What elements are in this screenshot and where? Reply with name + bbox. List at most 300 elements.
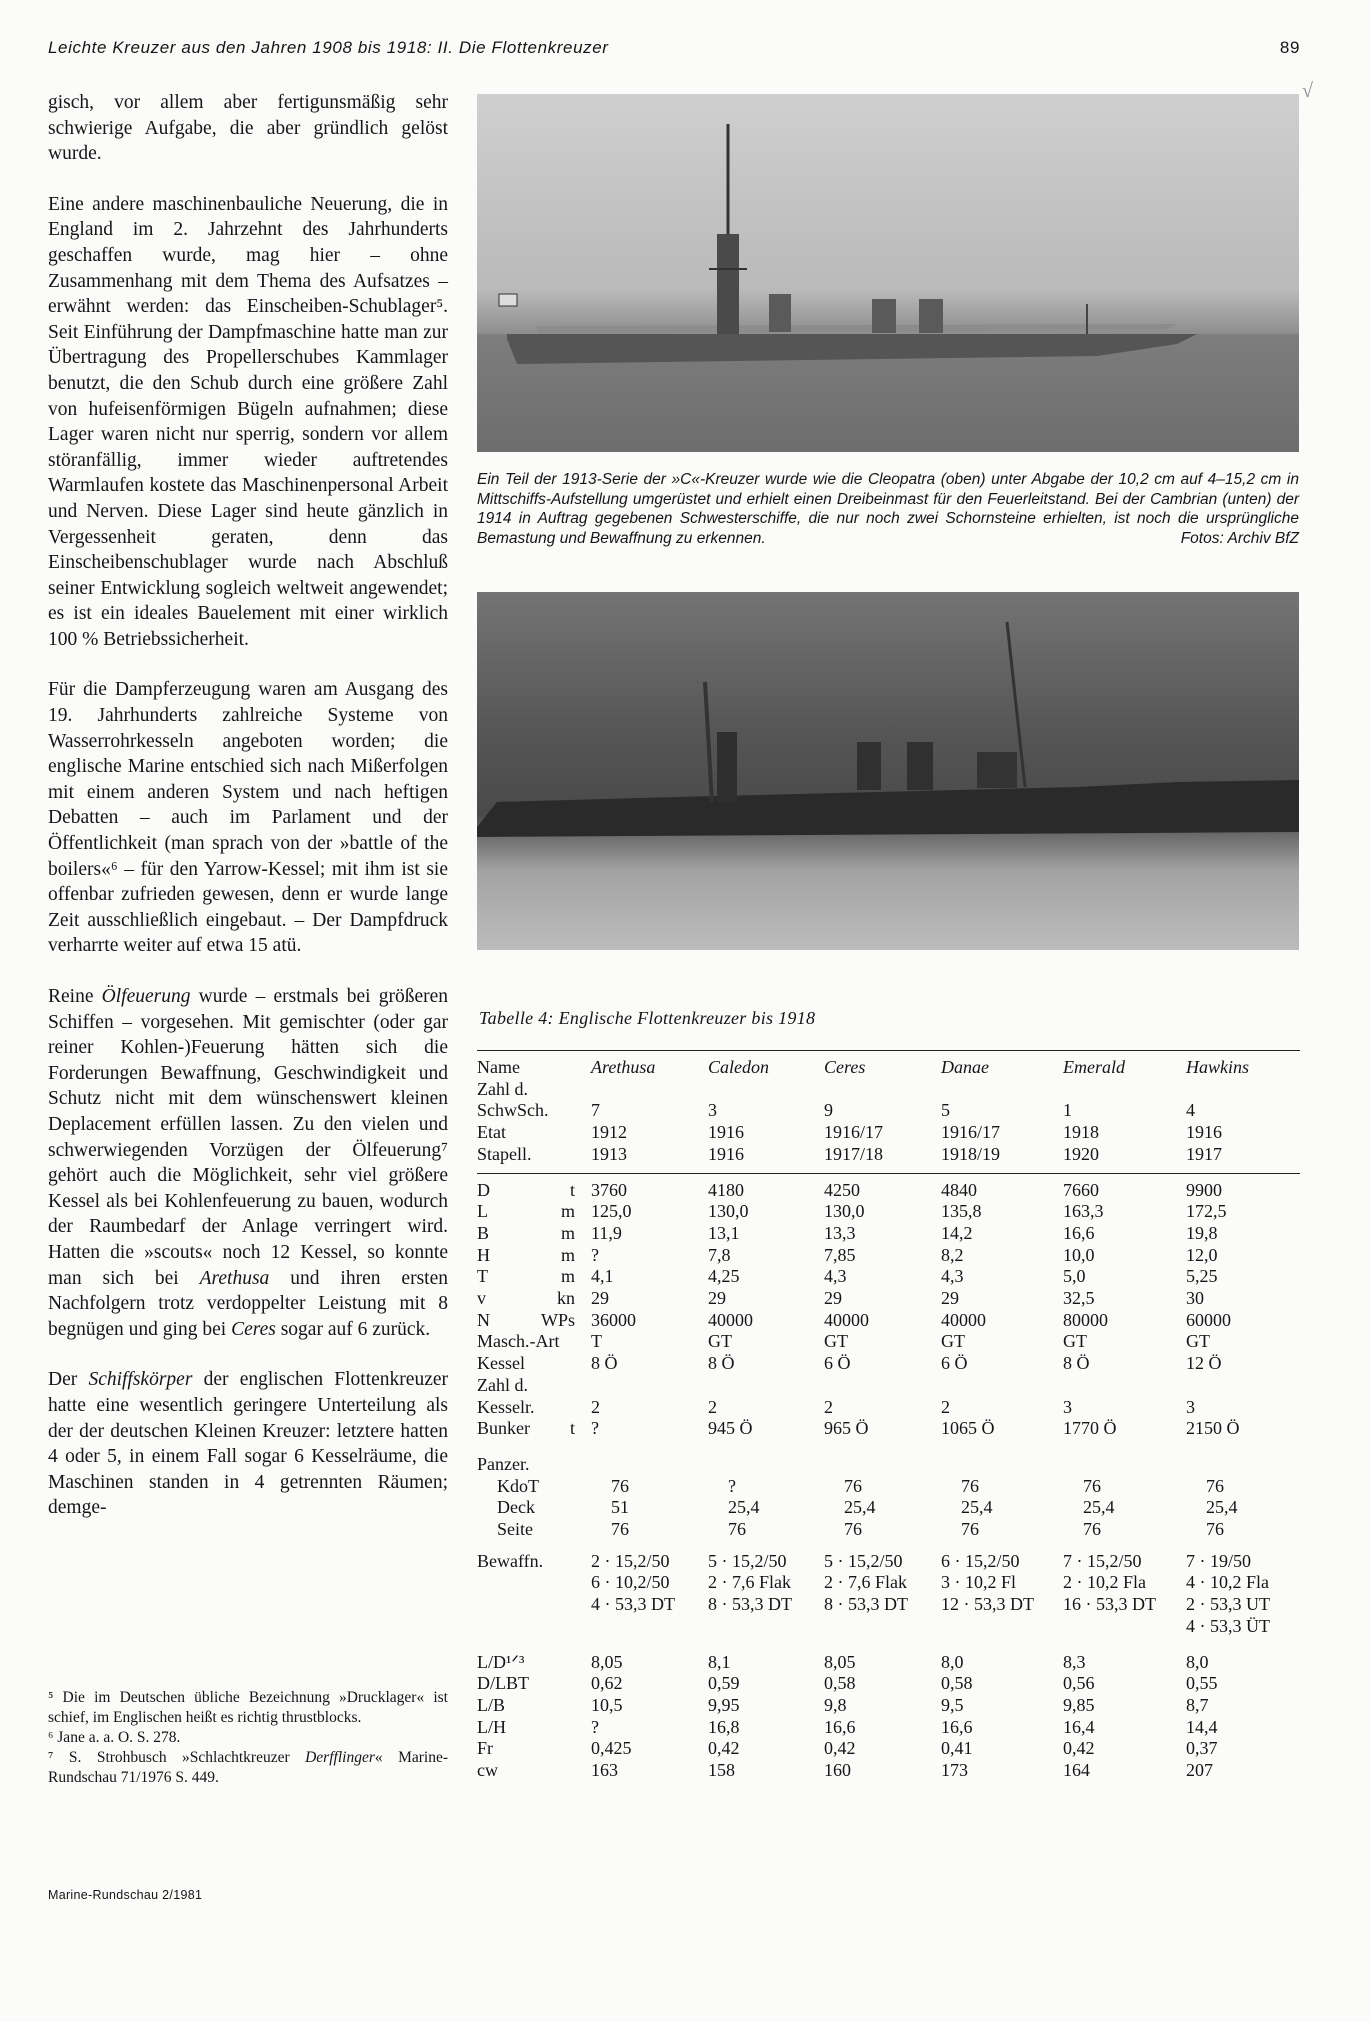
table-cell: 16,6 bbox=[1063, 1222, 1095, 1243]
table-cell bbox=[591, 1079, 708, 1101]
table-cell: 7,8 bbox=[708, 1244, 731, 1265]
table-row bbox=[477, 1572, 1300, 1594]
row-label: Bewaffn. bbox=[477, 1550, 544, 1571]
table-cell: 16,4 bbox=[1063, 1716, 1095, 1737]
table-cell: 2 bbox=[824, 1396, 833, 1417]
table-cell: 29 bbox=[824, 1288, 842, 1309]
table-cell: ? bbox=[591, 1716, 599, 1737]
table-cell: 3 bbox=[1186, 1396, 1195, 1417]
table-cell: 76 bbox=[728, 1519, 746, 1540]
table-cell: 125,0 bbox=[591, 1201, 632, 1222]
table-cell: 5 · 15,2/50 bbox=[708, 1550, 787, 1571]
table-cell: 76 bbox=[1083, 1475, 1101, 1496]
table-cell: 5,25 bbox=[1186, 1266, 1218, 1287]
table-cell: 1913 bbox=[591, 1143, 627, 1164]
table-row bbox=[477, 1122, 1300, 1144]
table-cell: 8,05 bbox=[824, 1651, 856, 1672]
row-label: Kessel bbox=[477, 1353, 525, 1374]
table-block-armor bbox=[477, 1454, 1300, 1541]
table-cell: 76 bbox=[1206, 1475, 1224, 1496]
column-header: Hawkins bbox=[1186, 1057, 1249, 1077]
row-label: D/LBT bbox=[477, 1673, 529, 1694]
margin-check-mark: √ bbox=[1302, 80, 1313, 102]
table-cell: 7 bbox=[591, 1100, 600, 1121]
row-label: Etat bbox=[477, 1122, 506, 1143]
table-cell bbox=[941, 1454, 1063, 1476]
text-run: Der bbox=[48, 1369, 89, 1391]
table-cell: 135,8 bbox=[941, 1201, 982, 1222]
table-cell: GT bbox=[1063, 1331, 1087, 1352]
table-block-dates bbox=[477, 1079, 1300, 1166]
table-cell: 8,1 bbox=[708, 1651, 731, 1672]
header-label: Name bbox=[477, 1057, 520, 1077]
cruiser-data-table bbox=[477, 1050, 1300, 1782]
table-cell: GT bbox=[708, 1331, 732, 1352]
footnotes bbox=[48, 1688, 448, 1788]
table-cell: 4,1 bbox=[591, 1266, 614, 1287]
table-row bbox=[477, 1288, 1300, 1310]
table-cell: 1 bbox=[1063, 1100, 1072, 1121]
table-cell bbox=[824, 1616, 941, 1638]
table-cell bbox=[708, 1616, 824, 1638]
table-cell: 6 · 10,2/50 bbox=[591, 1572, 670, 1593]
table-cell: 965 Ö bbox=[824, 1418, 869, 1439]
table-cell: 8,05 bbox=[591, 1651, 623, 1672]
row-label: Zahl d. bbox=[477, 1374, 528, 1395]
table-cell: 14,2 bbox=[941, 1222, 973, 1243]
row-label: T m bbox=[477, 1266, 575, 1287]
table-cell: 25,4 bbox=[728, 1497, 760, 1518]
row-label: L/D¹ᐟ³ bbox=[477, 1651, 525, 1672]
text-run: « Marine-Rundschau 71/1976 S. 449. bbox=[48, 1749, 448, 1786]
paragraph: gisch, vor allem aber fertigunsmäßig sehr schwierige Aufgabe, die aber gründlich gelöst wurde. bbox=[48, 92, 448, 165]
table-cell: 76 bbox=[844, 1475, 862, 1496]
table-cell: 30 bbox=[1186, 1288, 1204, 1309]
row-unit: m bbox=[560, 1266, 575, 1287]
table-cell: T bbox=[591, 1331, 602, 1352]
table-cell: 76 bbox=[844, 1519, 862, 1540]
table-cell bbox=[708, 1079, 824, 1101]
row-label: L m bbox=[477, 1201, 575, 1222]
table-rule bbox=[477, 1173, 1300, 1174]
table-cell: 7 · 15,2/50 bbox=[1063, 1550, 1142, 1571]
table-cell bbox=[1063, 1375, 1186, 1397]
table-cell: 163,3 bbox=[1063, 1201, 1104, 1222]
table-cell: 0,37 bbox=[1186, 1738, 1218, 1759]
footnote-6: ⁶ Jane a. a. O. S. 278. bbox=[48, 1729, 181, 1746]
table-row bbox=[477, 1223, 1300, 1245]
footnote-5: ⁵ Die im Deutschen übliche Bezeichnung »Drucklager« ist schief, im Englischen heißt es richtig thrustblocks. bbox=[48, 1689, 448, 1726]
row-label: SchwSch. bbox=[477, 1100, 549, 1121]
table-cell: 0,62 bbox=[591, 1673, 623, 1694]
table-row bbox=[477, 1144, 1300, 1166]
table-cell: 25,4 bbox=[961, 1497, 993, 1518]
table-row bbox=[477, 1397, 1300, 1419]
table-cell: ? bbox=[728, 1475, 736, 1496]
table-row bbox=[477, 1418, 1300, 1440]
table-cell: 4,25 bbox=[708, 1266, 740, 1287]
table-cell: 2 · 7,6 Flak bbox=[824, 1572, 907, 1593]
column-header: Danae bbox=[941, 1057, 989, 1077]
row-label: v kn bbox=[477, 1288, 575, 1309]
text-run: Reine bbox=[48, 986, 102, 1007]
row-label: KdoT bbox=[497, 1475, 539, 1496]
table-cell: 207 bbox=[1186, 1760, 1213, 1781]
table-cell: 1920 bbox=[1063, 1143, 1099, 1164]
running-title: Leichte Kreuzer aus den Jahren 1908 bis 1918: II. Die Flottenkreuzer bbox=[48, 38, 609, 57]
table-cell: GT bbox=[1186, 1331, 1210, 1352]
column-header: Caledon bbox=[708, 1057, 769, 1077]
table-row bbox=[477, 1353, 1300, 1375]
table-row bbox=[477, 1476, 1300, 1498]
table-cell: 8,0 bbox=[1186, 1651, 1209, 1672]
table-cell bbox=[1186, 1375, 1296, 1397]
table-cell: 945 Ö bbox=[708, 1418, 753, 1439]
table-cell: 13,1 bbox=[708, 1222, 740, 1243]
table-cell: 16,6 bbox=[941, 1716, 973, 1737]
table-cell: 4840 bbox=[941, 1179, 977, 1200]
table-cell: 16,6 bbox=[824, 1716, 856, 1737]
table-cell: 164 bbox=[1063, 1760, 1090, 1781]
table-cell: 158 bbox=[708, 1760, 735, 1781]
ship-name: Arethusa bbox=[199, 1267, 270, 1289]
row-label: Zahl d. bbox=[477, 1078, 528, 1099]
table-cell: 2 · 10,2 Fla bbox=[1063, 1572, 1146, 1593]
table-header-row bbox=[477, 1057, 1300, 1079]
table-cell: 0,56 bbox=[1063, 1673, 1095, 1694]
table-cell: 0,58 bbox=[941, 1673, 973, 1694]
table-cell: 4 · 53,3 DT bbox=[591, 1594, 675, 1615]
table-cell: 7 · 19/50 bbox=[1186, 1550, 1251, 1571]
table-cell: 19,8 bbox=[1186, 1222, 1218, 1243]
table-row bbox=[477, 1652, 1300, 1674]
row-unit: t bbox=[569, 1179, 575, 1200]
row-label: Masch.-Art bbox=[477, 1331, 560, 1352]
table-cell: 9 bbox=[824, 1100, 833, 1121]
text-run: ⁷ S. Strohbusch »Schlachtkreuzer bbox=[48, 1749, 306, 1766]
table-cell: 76 bbox=[611, 1519, 629, 1540]
table-cell: 80000 bbox=[1063, 1309, 1108, 1330]
table-cell: 6 Ö bbox=[824, 1353, 851, 1374]
table-cell: 12 · 53,3 DT bbox=[941, 1594, 1034, 1615]
table-row bbox=[477, 1738, 1300, 1760]
table-cell bbox=[708, 1375, 824, 1397]
table-cell: 8 Ö bbox=[1063, 1353, 1090, 1374]
table-cell: 0,42 bbox=[1063, 1738, 1095, 1759]
row-label: Seite bbox=[497, 1519, 533, 1540]
caption-text: Ein Teil der 1913-Serie der »C«-Kreuzer wurde wie die Cleopatra (oben) unter Abgabe der 10,2 cm auf 4–15,2 cm in Mittschiffs-Aufstellung umgerüstet und erhielt einen Dreibeinmast für den Feuerleitstand. Bei der Cambrian (unten) der 1914 in Auftrag gegebenen Schwesterschiffe, die nur noch zwei Schornsteine erhielten, ist noch die ursprüngliche Bemastung und Bewaffnung zu erkennen. bbox=[477, 471, 1299, 547]
ship-silhouette-1 bbox=[477, 94, 1299, 452]
table-cell: 4 bbox=[1186, 1100, 1195, 1121]
table-cell: 51 bbox=[611, 1497, 629, 1518]
text-run: und ihren ersten Nachfolgern trotz verdoppelter Leistung mit 8 begnügen und ging bei bbox=[48, 1267, 448, 1340]
table-cell: 4250 bbox=[824, 1179, 860, 1200]
table-cell: 36000 bbox=[591, 1309, 636, 1330]
table-cell: 16,8 bbox=[708, 1716, 740, 1737]
table-cell: 9900 bbox=[1186, 1179, 1222, 1200]
table-cell: 76 bbox=[961, 1475, 979, 1496]
table-cell: 2 · 53,3 UT bbox=[1186, 1594, 1270, 1615]
footnote-7 bbox=[48, 1748, 448, 1788]
table-cell: 0,58 bbox=[824, 1673, 856, 1694]
table-cell: 40000 bbox=[824, 1309, 869, 1330]
table-row bbox=[477, 1594, 1300, 1616]
text-run: der englischen Flottenkreuzer hatte eine wesentlich geringere Unterteilung als der der deutschen Kleinen Kreuzer: letztere hatten 4 oder 5, in einem Fall sogar 6 Kesselräume, die Maschinen standen in 4 getrennten Räumen; demge- bbox=[48, 1369, 449, 1519]
table-cell: 29 bbox=[591, 1288, 609, 1309]
row-label: Bunker t bbox=[477, 1418, 575, 1439]
table-row bbox=[477, 1245, 1300, 1267]
row-label: Kesselr. bbox=[477, 1396, 535, 1417]
table-cell: 1916 bbox=[708, 1143, 744, 1164]
table-row bbox=[477, 1100, 1300, 1122]
table-cell: 9,85 bbox=[1063, 1694, 1095, 1715]
photo-cleopatra bbox=[477, 94, 1299, 452]
table-row bbox=[477, 1375, 1300, 1397]
spacer bbox=[477, 1638, 1300, 1652]
table-cell: 76 bbox=[1206, 1519, 1224, 1540]
table-cell: 8,2 bbox=[941, 1244, 964, 1265]
table-cell: 2 bbox=[591, 1396, 600, 1417]
table-cell bbox=[824, 1375, 941, 1397]
row-unit: kn bbox=[557, 1288, 575, 1309]
table-cell: 1065 Ö bbox=[941, 1418, 995, 1439]
emphasis: Schiffskörper bbox=[88, 1369, 193, 1391]
table-row bbox=[477, 1266, 1300, 1288]
table-cell: 1770 Ö bbox=[1063, 1418, 1117, 1439]
table-cell: 8 Ö bbox=[591, 1353, 618, 1374]
row-label: L/B bbox=[477, 1694, 506, 1715]
table-row bbox=[477, 1497, 1300, 1519]
table-cell: 2 bbox=[708, 1396, 717, 1417]
table-row bbox=[477, 1717, 1300, 1739]
table-cell: 8 · 53,3 DT bbox=[708, 1594, 792, 1615]
table-cell: 11,9 bbox=[591, 1222, 622, 1243]
table-cell bbox=[591, 1454, 708, 1476]
paragraph: Eine andere maschinenbauliche Neuerung, die in England im 2. Jahrzehnt des Jahrhunderts geschaffen wurde, mag hier – ohne Zusammenhang mit dem Thema des Aufsatzes – erwähnt werden: das Einscheiben-Schublager⁵. Seit Einführung der Dampfmaschine hatte man zur Übertragung des Propellerschubes Kammlager benutzt, die den Schub durch eine größere Zahl von hufeisenförmigen Bügeln aufnahmen; diese Lager waren nicht nur sperrig, sondern vor allem störanfällig, immer wieder auftretendes Warmlaufen kostete das Maschinenpersonal Arbeit und Nerven. Diese Lager sind heute gänzlich in Vergessenheit geraten, denn das Einscheibenschublager wurde nach Abschluß seiner Entwicklung sogleich weltweit angewendet; es ist ein ideales Bauelement mit einer wirklich 100 % Betriebssicherheit. bbox=[48, 193, 448, 650]
table-block-dimensions bbox=[477, 1180, 1300, 1440]
table-cell: 16 · 53,3 DT bbox=[1063, 1594, 1156, 1615]
table-row bbox=[477, 1331, 1300, 1353]
table-cell: ? bbox=[591, 1418, 599, 1439]
photo-cambrian bbox=[477, 592, 1299, 950]
paragraph bbox=[48, 984, 448, 1342]
table-cell: 9,5 bbox=[941, 1694, 964, 1715]
row-label: H m bbox=[477, 1244, 575, 1265]
table-cell: 0,41 bbox=[941, 1738, 973, 1759]
table-cell: 3 · 10,2 Fl bbox=[941, 1572, 1017, 1593]
row-label: Panzer. bbox=[477, 1453, 530, 1474]
table-cell: 1918 bbox=[1063, 1122, 1099, 1143]
table-cell bbox=[1063, 1079, 1186, 1101]
table-cell bbox=[1063, 1454, 1186, 1476]
table-cell: 7,85 bbox=[824, 1244, 856, 1265]
table-cell: 9,8 bbox=[824, 1694, 847, 1715]
table-cell: 1916 bbox=[708, 1122, 744, 1143]
table-cell: 4,3 bbox=[824, 1266, 847, 1287]
table-cell: 4,3 bbox=[941, 1266, 964, 1287]
row-unit: m bbox=[560, 1244, 575, 1265]
table-cell: 2 · 7,6 Flak bbox=[708, 1572, 791, 1593]
spacer bbox=[477, 1440, 1300, 1454]
table-cell: 12 Ö bbox=[1186, 1353, 1222, 1374]
photo-caption bbox=[477, 470, 1299, 548]
text-run: wurde – erstmals bei größeren Schiffen – vorgesehen. Mit gemischter (oder gar reiner Kohlen-)Feuerung hätten sich die Forderungen Bewaffnung, Geschwindigkeit und Schutz nicht mit dem wünschenswert kleinen Deplacement erfüllen lassen. Zu den vielen und schwerwiegenden Vorzügen der Ölfeuerung⁷ gehört auch die Möglichkeit, sehr viel größere Kessel als bei Kohlenfeuerung zu bauen, wodurch der Raumbedarf der Anlage verringert wird. Hatten die »scouts« noch 12 Kessel, so konnte man sich bei bbox=[48, 986, 448, 1289]
row-label: Deck bbox=[497, 1497, 535, 1518]
table-cell: 0,42 bbox=[824, 1738, 856, 1759]
table-cell: 5,0 bbox=[1063, 1266, 1086, 1287]
table-cell: 4180 bbox=[708, 1179, 744, 1200]
table-row bbox=[477, 1551, 1300, 1573]
table-row bbox=[477, 1180, 1300, 1202]
table-cell: 130,0 bbox=[824, 1201, 865, 1222]
table-cell: 5 bbox=[941, 1100, 950, 1121]
table-cell: 13,3 bbox=[824, 1222, 856, 1243]
table-title: Tabelle 4: Englische Flottenkreuzer bis 1918 bbox=[479, 1008, 816, 1028]
table-cell: 8 Ö bbox=[708, 1353, 735, 1374]
row-label: L/H bbox=[477, 1716, 506, 1737]
row-label: D t bbox=[477, 1179, 575, 1200]
photo-credit: Fotos: Archiv BfZ bbox=[1180, 529, 1299, 547]
table-cell: 1916/17 bbox=[824, 1122, 884, 1143]
table-cell: GT bbox=[824, 1331, 848, 1352]
table-cell bbox=[591, 1375, 708, 1397]
table-cell: 40000 bbox=[708, 1309, 753, 1330]
table-row bbox=[477, 1454, 1300, 1476]
table-cell bbox=[941, 1375, 1063, 1397]
table-cell: 1916/17 bbox=[941, 1122, 1001, 1143]
column-header: Ceres bbox=[824, 1057, 866, 1077]
column-header: Arethusa bbox=[591, 1057, 656, 1077]
table-cell: 29 bbox=[941, 1288, 959, 1309]
table-cell: 76 bbox=[1083, 1519, 1101, 1540]
table-cell: 172,5 bbox=[1186, 1201, 1227, 1222]
row-unit: m bbox=[560, 1222, 575, 1243]
table-cell bbox=[591, 1616, 708, 1638]
table-cell: ? bbox=[591, 1244, 599, 1265]
table-row bbox=[477, 1201, 1300, 1223]
table-cell: 40000 bbox=[941, 1309, 986, 1330]
table-cell: 2 · 15,2/50 bbox=[591, 1550, 670, 1571]
table-cell: 29 bbox=[708, 1288, 726, 1309]
row-label: B m bbox=[477, 1222, 575, 1243]
spacer bbox=[477, 1541, 1300, 1551]
table-cell: 3 bbox=[708, 1100, 717, 1121]
text-run: sogar auf 6 zurück. bbox=[275, 1318, 431, 1340]
table-cell: 3 bbox=[1063, 1396, 1072, 1417]
table-cell: 6 Ö bbox=[941, 1353, 968, 1374]
table-cell: 163 bbox=[591, 1760, 618, 1781]
table-cell: 0,55 bbox=[1186, 1673, 1218, 1694]
table-row bbox=[477, 1760, 1300, 1782]
table-cell: 25,4 bbox=[1083, 1497, 1115, 1518]
table-cell: 25,4 bbox=[1206, 1497, 1238, 1518]
row-label: Stapell. bbox=[477, 1143, 532, 1164]
table-cell: 60000 bbox=[1186, 1309, 1231, 1330]
row-label: cw bbox=[477, 1760, 498, 1781]
table-cell: 8,7 bbox=[1186, 1694, 1209, 1715]
row-label bbox=[477, 1594, 591, 1616]
row-unit: WPs bbox=[540, 1309, 575, 1330]
row-label: N WPs bbox=[477, 1309, 575, 1330]
table-cell: 1917 bbox=[1186, 1143, 1222, 1164]
table-cell: 2150 Ö bbox=[1186, 1418, 1240, 1439]
table-cell bbox=[941, 1616, 1063, 1638]
table-cell: 76 bbox=[611, 1475, 629, 1496]
table-cell: 4 · 10,2 Fla bbox=[1186, 1572, 1269, 1593]
ship-name: Ceres bbox=[231, 1318, 276, 1340]
table-cell: 8,0 bbox=[941, 1651, 964, 1672]
table-cell: 0,42 bbox=[708, 1738, 740, 1759]
table-cell: 32,5 bbox=[1063, 1288, 1095, 1309]
page-number: 89 bbox=[1279, 38, 1300, 57]
table-cell: 1918/19 bbox=[941, 1143, 1001, 1164]
table-cell: 0,425 bbox=[591, 1738, 632, 1759]
table-cell bbox=[824, 1454, 941, 1476]
table-cell: 1916 bbox=[1186, 1122, 1222, 1143]
table-cell: 8,3 bbox=[1063, 1651, 1086, 1672]
table-cell: 5 · 15,2/50 bbox=[824, 1550, 903, 1571]
table-cell bbox=[1063, 1616, 1186, 1638]
row-label bbox=[477, 1572, 591, 1594]
table-row bbox=[477, 1616, 1300, 1638]
row-label: Fr bbox=[477, 1738, 494, 1759]
table-cell: 4 · 53,3 ÜT bbox=[1186, 1615, 1270, 1636]
row-label bbox=[477, 1616, 591, 1638]
table-cell bbox=[708, 1454, 824, 1476]
ship-name: Derfflinger bbox=[305, 1749, 375, 1766]
table-cell: 0,59 bbox=[708, 1673, 740, 1694]
table-row bbox=[477, 1310, 1300, 1332]
table-cell: 3760 bbox=[591, 1179, 627, 1200]
table-cell: 14,4 bbox=[1186, 1716, 1218, 1737]
table-cell: 2 bbox=[941, 1396, 950, 1417]
table-cell: 76 bbox=[961, 1519, 979, 1540]
table-cell: 25,4 bbox=[844, 1497, 876, 1518]
table-cell bbox=[1186, 1079, 1296, 1101]
table-cell: 1917/18 bbox=[824, 1143, 884, 1164]
table-cell: 10,0 bbox=[1063, 1244, 1095, 1265]
table-row bbox=[477, 1673, 1300, 1695]
ship-silhouette-2 bbox=[477, 592, 1299, 950]
table-row bbox=[477, 1519, 1300, 1541]
emphasis: Ölfeuerung bbox=[101, 986, 191, 1007]
table-row bbox=[477, 1695, 1300, 1717]
running-header bbox=[48, 38, 1300, 68]
column-header: Emerald bbox=[1063, 1057, 1125, 1077]
table-cell: GT bbox=[941, 1331, 965, 1352]
table-cell: 12,0 bbox=[1186, 1244, 1218, 1265]
table-cell bbox=[824, 1079, 941, 1101]
table-block-ratios bbox=[477, 1652, 1300, 1782]
table-cell: 10,5 bbox=[591, 1694, 623, 1715]
table-cell: 173 bbox=[941, 1760, 968, 1781]
table-cell: 160 bbox=[824, 1760, 851, 1781]
left-text-column bbox=[48, 90, 448, 1546]
table-cell: 8 · 53,3 DT bbox=[824, 1594, 908, 1615]
table-cell: 130,0 bbox=[708, 1201, 749, 1222]
table-row bbox=[477, 1079, 1300, 1101]
paragraph: Für die Dampferzeugung waren am Ausgang des 19. Jahrhunderts zahlreiche Systeme von Wasserrohrkesseln angeboten worden; die englische Marine entschied sich nach Mißerfolgen mit einem anderen System und nach heftigen Debatten – auch im Parlament und der Öffentlichkeit (man sprach von der »battle of the boilers«⁶ – für den Yarrow-Kessel; mit ihm ist sie offenbar zufrieden gewesen, denn er wurde lange Zeit ausschließlich eingebaut. – Der Dampfdruck verharrte weiter auf etwa 15 atü. bbox=[48, 679, 448, 957]
table-cell bbox=[941, 1079, 1063, 1101]
table-cell: 1912 bbox=[591, 1122, 627, 1143]
row-unit: t bbox=[569, 1418, 575, 1439]
publication-footer: Marine-Rundschau 2/1981 bbox=[48, 1888, 203, 1902]
paragraph bbox=[48, 1367, 448, 1521]
table-cell: 7660 bbox=[1063, 1179, 1099, 1200]
table-cell: 9,95 bbox=[708, 1694, 740, 1715]
table-cell: 6 · 15,2/50 bbox=[941, 1550, 1020, 1571]
table-block-armament bbox=[477, 1551, 1300, 1638]
